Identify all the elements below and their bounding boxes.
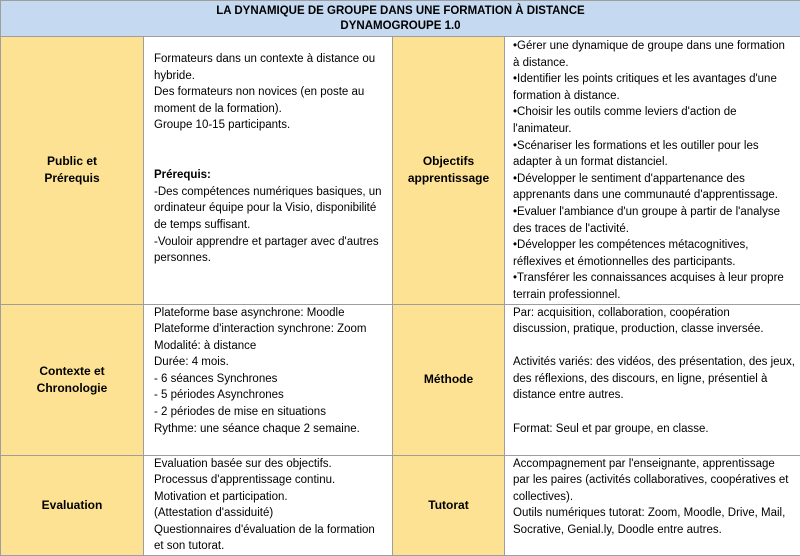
header-subtitle: DYNAMOGROUPE 1.0 [1, 19, 800, 34]
prerequis-title: Prérequis: [154, 167, 386, 184]
label-objectifs: Objectifs apprentissage [393, 37, 505, 305]
table-row [1, 37, 800, 305]
header-title: LA DYNAMIQUE DE GROUPE DANS UNE FORMATION À DISTANCE [1, 4, 800, 19]
cell-tutorat: Accompagnement par l'enseignante, apprentissage par les paires (activités collaboratives, coopératives et collectives). Outils numériques tutorat: Zoom, Moodle, Drive, Mail, Socrative, Genial.ly, Doodle entre autres. [505, 455, 800, 556]
cell-contexte: Plateforme base asynchrone: Moodle Plateforme d'interaction synchrone: Zoom Modalité: à distance Durée: 4 mois. - 6 séances Synchrones - 5 périodes Asynchrones - 2 périodes de mise en situations Rythme: une séance chaque 2 semaine. [144, 304, 393, 455]
label-public-prerequis: Public et Prérequis [1, 37, 144, 305]
table-row [1, 455, 800, 556]
label-evaluation: Evaluation [1, 455, 144, 556]
cell-public-prerequis: Formateurs dans un contexte à distance ou hybride. Des formateurs non novices (en poste au moment de la formation). Groupe 10-15 participants. Prérequis: -Des compétences numériques basiques, un ordinateur équipe pour la Visio, disponibilité de temps suffisant. -Vouloir apprendre et partager avec d'autres personnes. [144, 37, 393, 305]
cell-evaluation: Evaluation basée sur des objectifs. Processus d'apprentissage continu. Motivation et participation. (Attestation d'assiduité) Questionnaires d'évaluation de la formation et son tutorat. [144, 455, 393, 556]
table-row [1, 304, 800, 455]
cell-methode: Par: acquisition, collaboration, coopération discussion, pratique, production, classe inversée. Activités variés: des vidéos, des présentation, des jeux, des réflexions, des discours, en ligne, présentiel à distance entre autres. Format: Seul et par groupe, en classe. [505, 304, 800, 455]
table-header [1, 1, 800, 37]
cell-objectifs: •Gérer une dynamique de groupe dans une formation à distance. •Identifier les points critiques et les avantages d'une formation à distance. •Choisir les outils comme leviers d'action de l'animateur. •Scénariser les formations et les outiller pour les adapter à un format distanciel. •Développer le sentiment d'appartenance des apprenants dans une communauté d'apprentissage. •Evaluer l'ambiance d'un groupe à partir de l'analyse des traces de l'activité. •Développer les compétences métacognitives, réflexives et émotionnelles des participants. •Transférer les connaissances acquises à leur propre terrain professionnel. [505, 37, 800, 305]
label-tutorat: Tutorat [393, 455, 505, 556]
label-contexte: Contexte et Chronologie [1, 304, 144, 455]
label-methode: Méthode [393, 304, 505, 455]
